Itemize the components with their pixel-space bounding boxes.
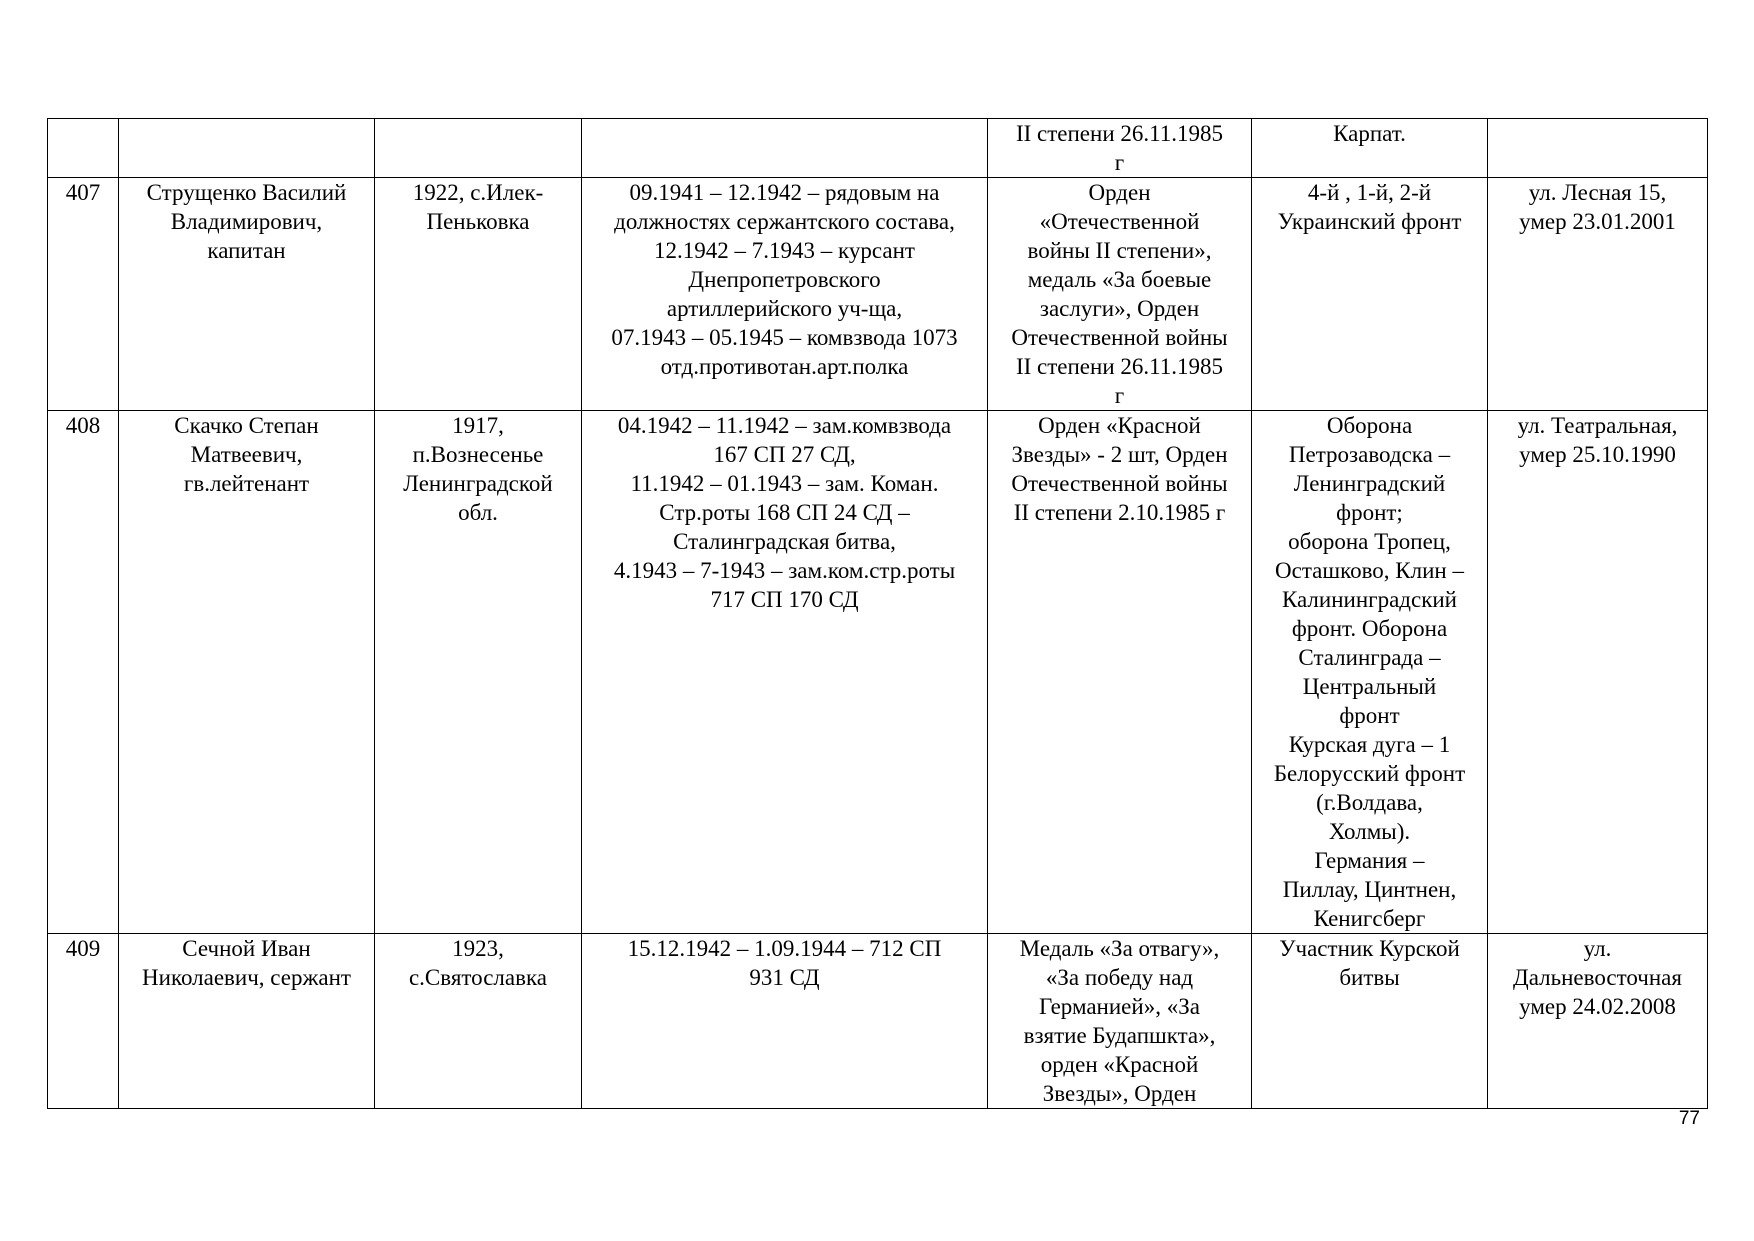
fronts: 4-й , 1-й, 2-й Украинский фронт [1252, 178, 1488, 411]
awards: Орден «Красной Звезды» - 2 шт, Орден Отечественной войны II степени 2.10.1985 г [988, 411, 1252, 934]
service-history: 04.1942 – 11.1942 – зам.комвзвода 167 СП 27 СД, 11.1942 – 01.1943 – зам. Коман. Стр.роты 168 СП 24 СД – Сталинградская битва, 4.1943 – 7-1943 – зам.ком.стр.роты 717 СП 170 СД [582, 411, 988, 934]
address: ул. Театральная, умер 25.10.1990 [1488, 411, 1708, 934]
person-name: Сечной Иван Николаевич, сержант [119, 934, 375, 1109]
page-number: 77 [1678, 1108, 1700, 1129]
address: ул. Лесная 15, умер 23.01.2001 [1488, 178, 1708, 411]
address [1488, 119, 1708, 178]
row-number: 409 [48, 934, 119, 1109]
birth-info: 1923, с.Святославка [375, 934, 582, 1109]
service-history: 09.1941 – 12.1942 – рядовым на должностях сержантского состава, 12.1942 – 7.1943 – курсант Днепропетровского артиллерийского уч-ща, 07.1943 – 05.1945 – комвзвода 1073 отд.противотан.арт.полка [582, 178, 988, 411]
birth-info: 1917, п.Вознесенье Ленинградской обл. [375, 411, 582, 934]
service-history [582, 119, 988, 178]
fronts: Участник Курской битвы [1252, 934, 1488, 1109]
birth-info [375, 119, 582, 178]
awards: II степени 26.11.1985 г [988, 119, 1252, 178]
fronts: Оборона Петрозаводска – Ленинградский фронт; оборона Тропец, Осташково, Клин – Калининградский фронт. Оборона Сталинграда – Центральный фронт Курская дуга – 1 Белорусский фронт (г.Волдава, Холмы). Германия – Пиллау, Цинтнен, Кенигсберг [1252, 411, 1488, 934]
fronts: Карпат. [1252, 119, 1488, 178]
table-row [48, 934, 1708, 1109]
birth-info: 1922, с.Илек- Пеньковка [375, 178, 582, 411]
table-row [48, 119, 1708, 178]
table-row [48, 178, 1708, 411]
person-name: Скачко Степан Матвеевич, гв.лейтенант [119, 411, 375, 934]
person-name [119, 119, 375, 178]
table-row [48, 411, 1708, 934]
row-number: 408 [48, 411, 119, 934]
address: ул. Дальневосточная умер 24.02.2008 [1488, 934, 1708, 1109]
awards: Медаль «За отвагу», «За победу над Германией», «За взятие Будапшкта», орден «Красной Звезды», Орден [988, 934, 1252, 1109]
awards: Орден «Отечественной войны II степени», медаль «За боевые заслуги», Орден Отечественной войны II степени 26.11.1985 г [988, 178, 1252, 411]
row-number [48, 119, 119, 178]
veterans-table [47, 118, 1708, 1109]
row-number: 407 [48, 178, 119, 411]
service-history: 15.12.1942 – 1.09.1944 – 712 СП 931 СД [582, 934, 988, 1109]
person-name: Струщенко Василий Владимирович, капитан [119, 178, 375, 411]
